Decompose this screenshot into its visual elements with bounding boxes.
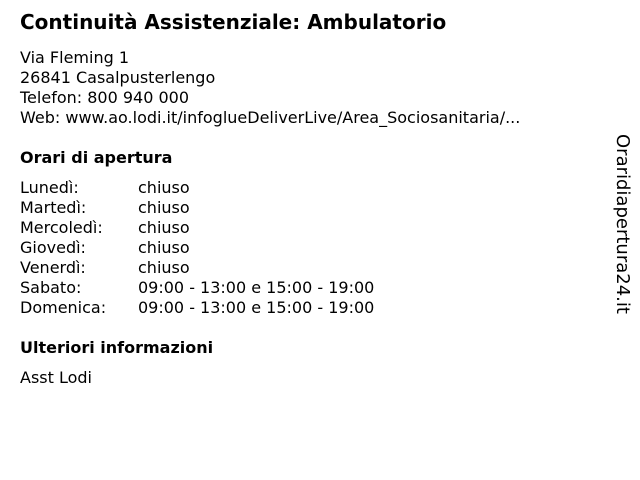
opening-hours-card bbox=[20, 8, 600, 388]
day-label: Lunedì: bbox=[20, 178, 79, 197]
day-label: Domenica: bbox=[20, 298, 107, 317]
address-block bbox=[20, 48, 600, 128]
day-hours: 09:00 - 13:00 e 15:00 - 19:00 bbox=[138, 278, 375, 297]
hours-row bbox=[20, 238, 374, 258]
site-watermark: Oraridiapertura24.it bbox=[612, 134, 633, 314]
hours-row bbox=[20, 278, 374, 298]
web-line: Web: www.ao.lodi.it/infoglueDeliverLive/Area_Sociosanitaria/... bbox=[20, 108, 521, 127]
page-title: Continuità Assistenziale: Ambulatorio bbox=[20, 10, 447, 34]
hours-table bbox=[20, 178, 374, 318]
city-line: 26841 Casalpusterlengo bbox=[20, 68, 216, 87]
day-label: Martedì: bbox=[20, 198, 87, 217]
day-hours: chiuso bbox=[138, 258, 190, 277]
day-label: Venerdì: bbox=[20, 258, 86, 277]
street-line: Via Fleming 1 bbox=[20, 48, 130, 67]
day-hours: chiuso bbox=[138, 198, 190, 217]
hours-row bbox=[20, 298, 374, 318]
more-info-heading: Ulteriori informazioni bbox=[20, 338, 214, 357]
hours-row bbox=[20, 178, 374, 198]
phone-line: Telefon: 800 940 000 bbox=[20, 88, 190, 107]
hours-row bbox=[20, 198, 374, 218]
day-label: Giovedì: bbox=[20, 238, 86, 257]
day-hours: 09:00 - 13:00 e 15:00 - 19:00 bbox=[138, 298, 375, 317]
hours-row bbox=[20, 218, 374, 238]
day-hours: chiuso bbox=[138, 218, 190, 237]
hours-row bbox=[20, 258, 374, 278]
day-hours: chiuso bbox=[138, 238, 190, 257]
day-label: Mercoledì: bbox=[20, 218, 103, 237]
day-label: Sabato: bbox=[20, 278, 82, 297]
more-info-text: Asst Lodi bbox=[20, 368, 92, 387]
day-hours: chiuso bbox=[138, 178, 190, 197]
hours-heading: Orari di apertura bbox=[20, 148, 173, 167]
